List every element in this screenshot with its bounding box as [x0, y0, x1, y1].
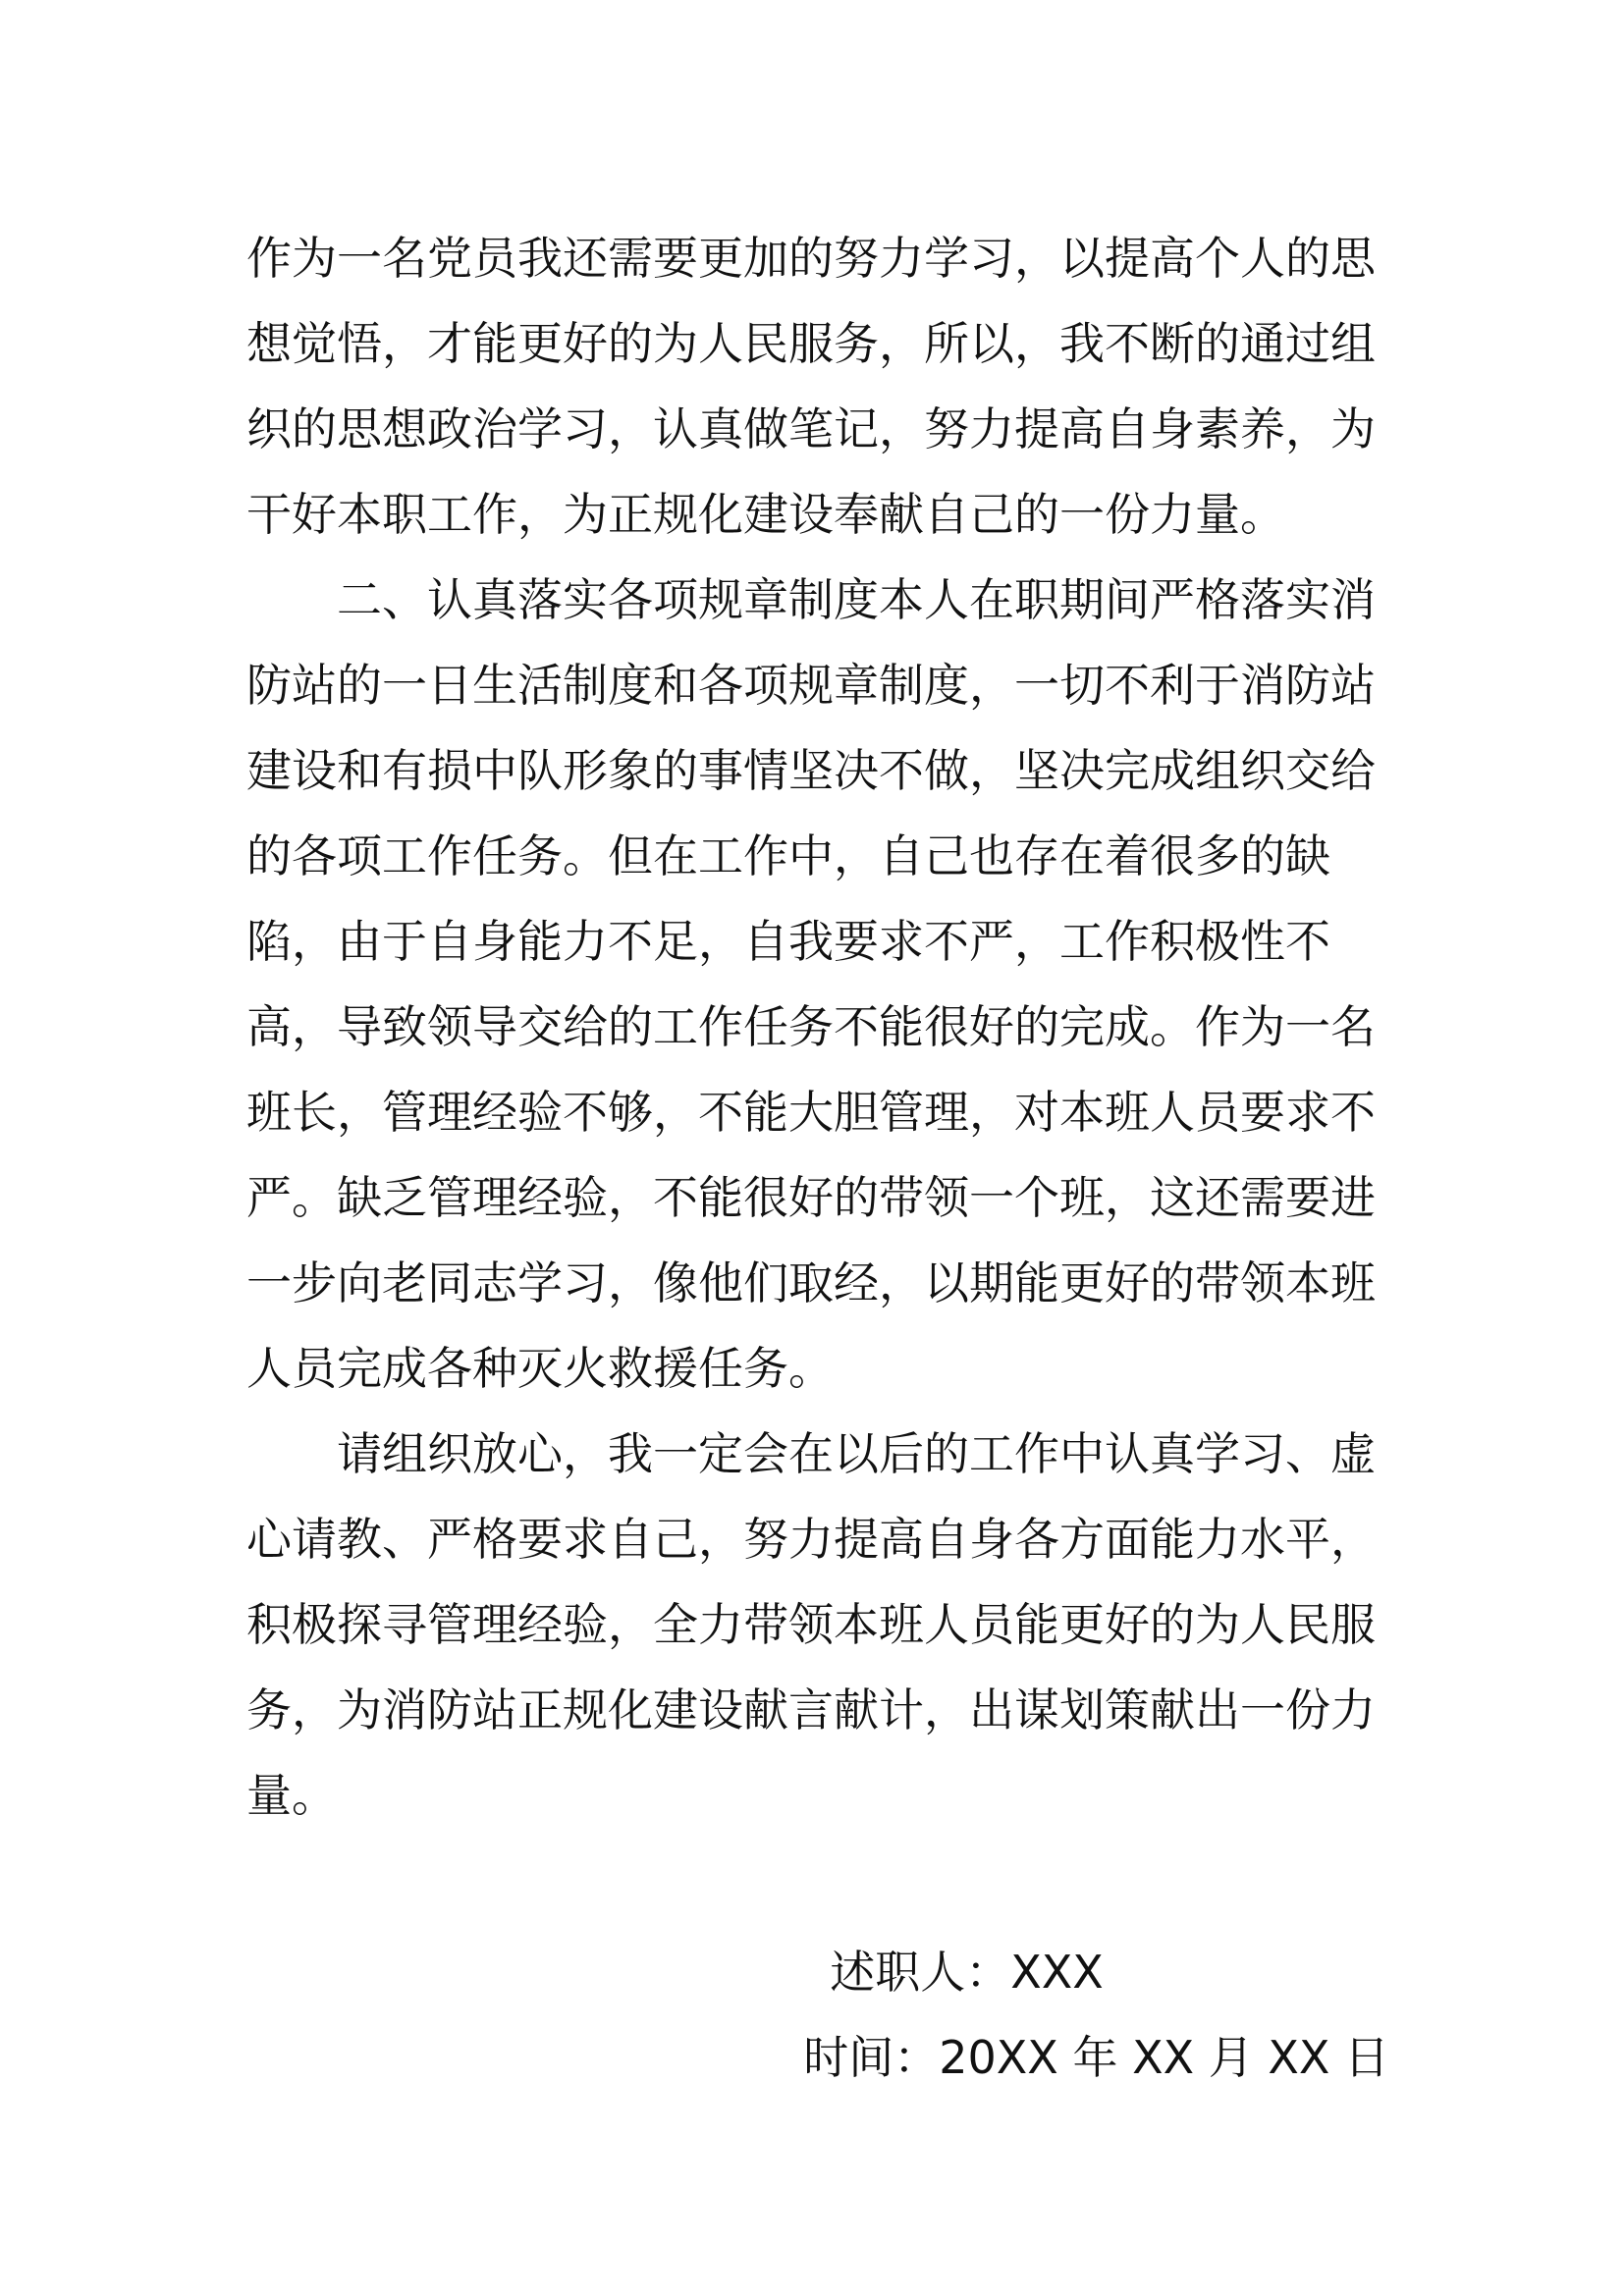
text-line: 建设和有损中队形象的事情坚决不做，坚决完成组织交给: [246, 744, 1376, 797]
text-line: 积极探寻管理经验，全力带领本班人员能更好的为人民服: [246, 1598, 1376, 1651]
text-line: 想觉悟，才能更好的为人民服务，所以，我不断的通过组: [246, 317, 1376, 370]
signatory-line: 述职人：XXX: [830, 1946, 1104, 1999]
text-line: 人员完成各种灭火救援任务。: [246, 1342, 834, 1395]
text-line: 量。: [246, 1769, 337, 1822]
text-line: 一步向老同志学习，像他们取经，以期能更好的带领本班: [246, 1256, 1376, 1309]
text-line: 班长，管理经验不够，不能大胆管理，对本班人员要求不: [246, 1086, 1376, 1139]
text-line: 作为一名党员我还需要更加的努力学习，以提高个人的思: [246, 232, 1376, 285]
text-line: 高，导致领导交给的工作任务不能很好的完成。作为一名: [246, 1000, 1376, 1053]
text-line: 的各项工作任务。但在工作中，自己也存在着很多的缺: [246, 829, 1330, 882]
text-line: 干好本职工作，为正规化建设奉献自己的一份力量。: [246, 488, 1285, 541]
body-text: [246, 216, 1389, 1839]
text-line: 心请教、严格要求自己，努力提高自身各方面能力水平，: [246, 1513, 1376, 1566]
text-line: 二、认真落实各项规章制度本人在职期间严格落实消: [246, 573, 1376, 626]
date-line: 时间：20XX 年 XX 月 XX 日: [803, 2031, 1389, 2084]
text-line: 请组织放心，我一定会在以后的工作中认真学习、虚: [246, 1427, 1376, 1480]
text-line: 防站的一日生活制度和各项规章制度，一切不利于消防站: [246, 659, 1376, 712]
text-line: 织的思想政治学习，认真做笔记，努力提高自身素养，为: [246, 402, 1376, 455]
text-line: 务，为消防站正规化建设献言献计，出谋划策献出一份力: [246, 1683, 1376, 1736]
signature-block: [803, 1930, 1389, 2101]
text-line: 严。缺乏管理经验，不能很好的带领一个班，这还需要进: [246, 1171, 1376, 1224]
text-line: 陷，由于自身能力不足，自我要求不严，工作积极性不: [246, 915, 1330, 968]
